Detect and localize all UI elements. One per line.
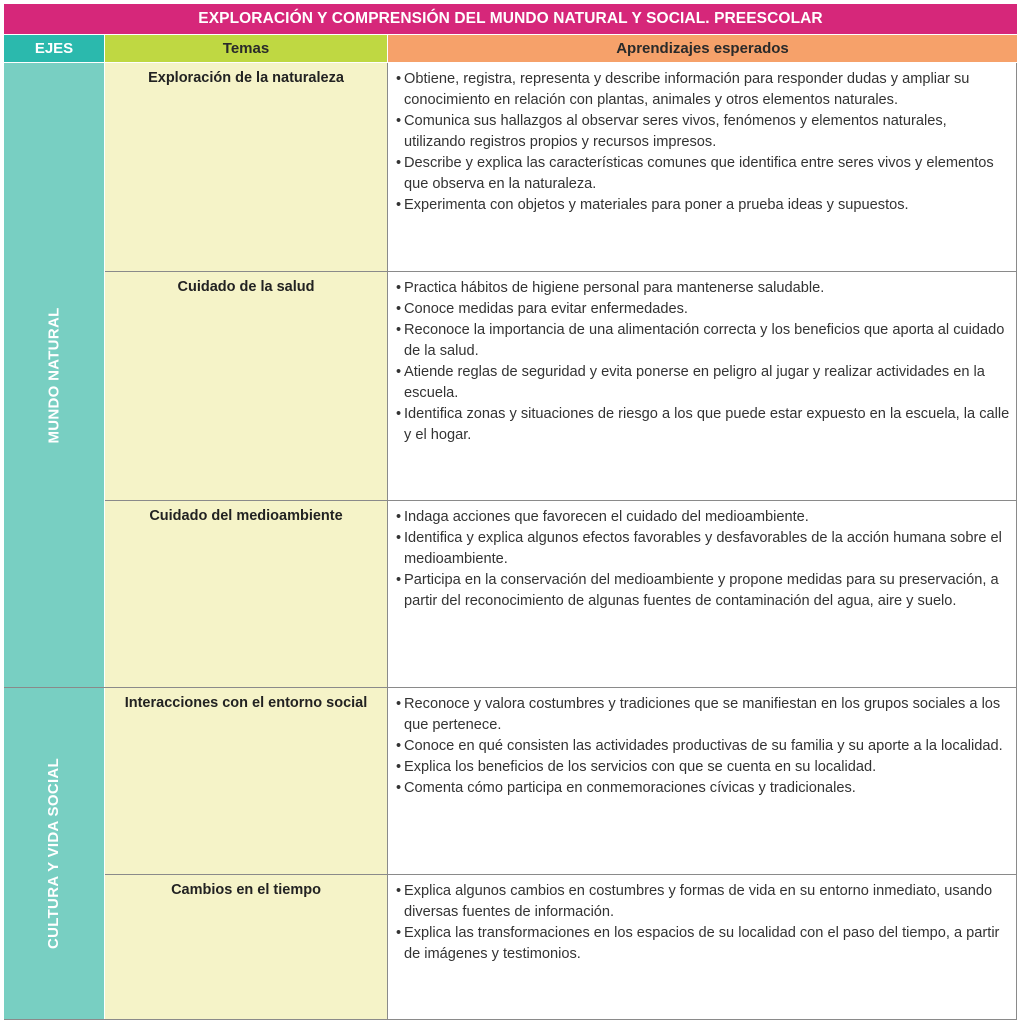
table-right-border	[1016, 63, 1017, 1020]
header-ejes: EJES	[4, 35, 104, 62]
list-item: • Describe y explica las características comunes que identifica entre seres vivos y elementos que observa en la naturaleza.	[396, 153, 1011, 195]
tema-interacciones-entorno-social: Interacciones con el entorno social	[105, 688, 387, 874]
list-item: • Practica hábitos de higiene personal para mantenerse saludable.	[396, 278, 1011, 299]
list-item: • Conoce medidas para evitar enfermedades.	[396, 299, 1011, 320]
aprendizajes-list	[396, 69, 1011, 216]
list-item: • Identifica zonas y situaciones de riesgo a los que puede estar expuesto en la escuela, la calle y el hogar.	[396, 404, 1011, 446]
row-divider	[105, 500, 1017, 501]
eje-label: MUNDO NATURAL	[45, 306, 63, 444]
list-item: • Conoce en qué consisten las actividades productivas de su familia y su aporte a la localidad.	[396, 736, 1011, 757]
tema-cuidado-medioambiente: Cuidado del medioambiente	[105, 501, 387, 687]
row-divider	[105, 271, 1017, 272]
list-item: • Indaga acciones que favorecen el cuidado del medioambiente.	[396, 507, 1011, 528]
list-item: • Reconoce y valora costumbres y tradiciones que se manifiestan en los grupos sociales a los que pertenece.	[396, 694, 1011, 736]
tema-cambios-tiempo: Cambios en el tiempo	[105, 875, 387, 1019]
aprendizajes-cell	[388, 63, 1017, 271]
eje-cultura-vida-social	[4, 688, 104, 1019]
list-item: • Obtiene, registra, representa y describe información para responder dudas y ampliar su conocimiento en relación con plantas, animales y otros elementos naturales.	[396, 69, 1011, 111]
list-item: • Participa en la conservación del medioambiente y propone medidas para su preservación, a partir del reconocimiento de algunas fuentes de contaminación del agua, aire y suelo.	[396, 570, 1011, 612]
header-temas: Temas	[105, 35, 387, 62]
list-item: • Reconoce la importancia de una alimentación correcta y los beneficios que aporta al cuidado de la salud.	[396, 320, 1011, 362]
aprendizajes-list	[396, 278, 1011, 446]
list-item: • Comunica sus hallazgos al observar seres vivos, fenómenos y elementos naturales, utilizando registros propios y recursos impresos.	[396, 111, 1011, 153]
aprendizajes-cell	[388, 272, 1017, 500]
aprendizajes-cell	[388, 501, 1017, 687]
header-aprendizajes: Aprendizajes esperados	[388, 35, 1017, 62]
list-item: • Explica las transformaciones en los espacios de su localidad con el paso del tiempo, a partir de imágenes y testimonios.	[396, 923, 1011, 965]
eje-label: CULTURA Y VIDA SOCIAL	[45, 757, 63, 950]
aprendizajes-list	[396, 881, 1011, 965]
aprendizajes-cell	[388, 875, 1017, 1019]
tema-exploracion-naturaleza: Exploración de la naturaleza	[105, 63, 387, 271]
list-item: • Experimenta con objetos y materiales para poner a prueba ideas y supuestos.	[396, 195, 1011, 216]
list-item: • Explica algunos cambios en costumbres y formas de vida en su entorno inmediato, usando diversas fuentes de información.	[396, 881, 1011, 923]
list-item: • Identifica y explica algunos efectos favorables y desfavorables de la acción humana sobre el medioambiente.	[396, 528, 1011, 570]
column-divider	[387, 63, 388, 1020]
row-divider	[4, 687, 1017, 688]
tema-cuidado-salud: Cuidado de la salud	[105, 272, 387, 500]
list-item: • Atiende reglas de seguridad y evita ponerse en peligro al jugar y realizar actividades en la escuela.	[396, 362, 1011, 404]
table-title: EXPLORACIÓN Y COMPRENSIÓN DEL MUNDO NATURAL Y SOCIAL. PREESCOLAR	[4, 4, 1017, 34]
eje-mundo-natural	[4, 63, 104, 687]
list-item: • Comenta cómo participa en conmemoraciones cívicas y tradicionales.	[396, 778, 1011, 799]
aprendizajes-list	[396, 694, 1011, 799]
table-bottom-border	[4, 1019, 1017, 1020]
aprendizajes-cell	[388, 688, 1017, 874]
list-item: • Explica los beneficios de los servicios con que se cuenta en su localidad.	[396, 757, 1011, 778]
row-divider	[105, 874, 1017, 875]
aprendizajes-list	[396, 507, 1011, 612]
